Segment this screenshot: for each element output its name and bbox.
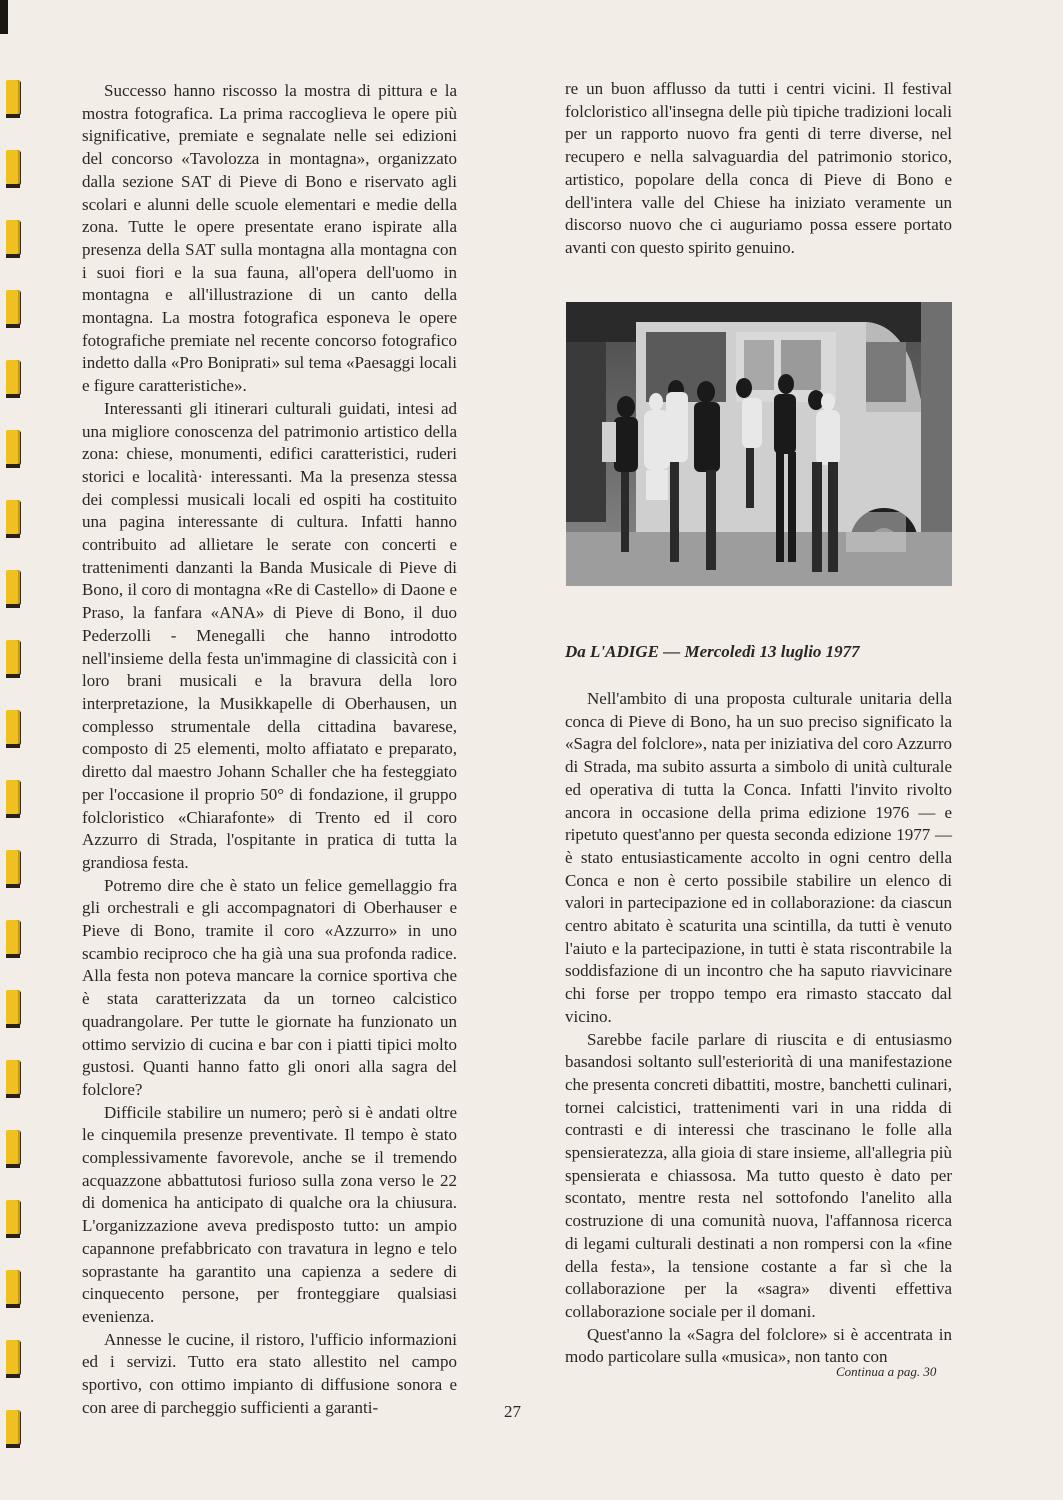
- left-column: [82, 80, 457, 1419]
- binding-tab: [6, 80, 20, 114]
- paragraph: Difficile stabilire un numero; però si è andati oltre le cinquemila presenze preventivate. Il tempo è stato complessivamente favorevole, anche se il tremendo acquazzone abbattutosi furioso sulla zona verso le 22 di domenica ha anticipato di qualche ora la chiusura. L'organizzazione aveva predisposto tutto: un ampio capannone prefabbricato con travatura in legno e telo soprastante ha garantito una capienza a sedere di cinquecento persone, per fronteggiare qualsiasi evenienza.: [82, 1102, 457, 1326]
- paragraph: Annesse le cucine, il ristoro, l'ufficio informazioni ed i servizi. Tutto era stato allestito nel campo sportivo, con ottimo impianto di diffusione sonora e con aree di parcheggio sufficienti a garanti-: [82, 1329, 457, 1417]
- binding-tab: [6, 150, 20, 184]
- paragraph: Nell'ambito di una proposta culturale unitaria della conca di Pieve di Bono, ha un suo preciso significato la «Sagra del folclore», nata per iniziativa del coro Azzurro di Strada, ma subito assurta a simbolo di unità culturale ed operativa di tutta la Conca. Infatti l'invito rivolto ancora in occasione della prima edizione 1976 — e ripetuto quest'anno per questa seconda edizione 1977 — è stato entusiasticamente accolto in ogni centro della Conca e non è certo possibile stabilire un elenco di valori in partecipazione ed in collaborazione: da ciascun centro abitato è scaturita una scintilla, da tutti è venuto l'aiuto e la partecipazione, in tutti è stata riscontrabile la soddisfazione di un incontro che ha saputo riavvicinare chi forse per troppo tempo era rimasto staccato dal vicino.: [565, 689, 952, 1026]
- binding-tab: [6, 220, 20, 254]
- binding-tab: [6, 710, 20, 744]
- right-column-top: [565, 78, 952, 260]
- binding-tab: [6, 430, 20, 464]
- binding-tab: [6, 570, 20, 604]
- paragraph: Successo hanno riscosso la mostra di pittura e la mostra fotografica. La prima raccoglieva le opere più significative, premiate e segnalate nelle sei edizioni del concorso «Tavolozza in montagna», organizzato dalla sezione SAT di Pieve di Bono e riservato agli scolari e alunni delle scuole elementari e medie della zona. Tutte le opere presentate erano ispirate alla presenza della SAT sulla montagna alla montagna con i suoi fiori e la sua fauna, all'opera dell'uomo in montagna e all'illustrazione di un canto della montagna. La mostra fotografica esponeva le opere fotografiche premiate nel recente concorso fotografico indetto dalla «Pro Boniprati» sul tema «Paesaggi locali e figure caratteristiche».: [82, 81, 457, 396]
- binding-tab: [6, 1130, 20, 1164]
- article-headline: Da L'ADIGE — Mercoledì 13 luglio 1977: [565, 642, 860, 661]
- binding-tab: [6, 850, 20, 884]
- photo-illustration: [566, 302, 952, 586]
- binding-tab: [6, 640, 20, 674]
- binding-tab: [6, 920, 20, 954]
- paragraph: re un buon afflusso da tutti i centri vicini. Il festival folcloristico all'insegna delle più tipiche tradizioni locali per un rapporto nuovo fra genti di terre diverse, nel recupero e nella salvaguardia del patrimonio storico, artistico, popolare della conca di Pieve di Bono e dell'intera valle del Chiese ha iniziato veramente un discorso nuovo che ci auguriamo possa essere portato avanti con questo spirito genuino.: [565, 79, 952, 257]
- spiral-binding: [0, 0, 26, 1500]
- continue-note: Continua a pag. 30: [836, 1364, 937, 1379]
- binding-tab: [6, 1200, 20, 1234]
- binding-tab: [6, 290, 20, 324]
- binding-tab: [6, 1060, 20, 1094]
- paragraph: Quest'anno la «Sagra del folclore» si è accentrata in modo particolare sulla «musica», non tanto con: [565, 1324, 952, 1367]
- binding-tab: [6, 1340, 20, 1374]
- event-photo: [566, 302, 952, 586]
- binding-tab: [6, 1270, 20, 1304]
- binding-tab: [6, 780, 20, 814]
- paragraph: Sarebbe facile parlare di riuscita e di entusiasmo basandosi soltanto sull'esteriorità di una manifestazione che presenta concreti dibattiti, mostre, banchetti culinari, tornei calcistici, trattenimenti vari in una ridda di contrasti e di interessi che trascinano le folle alla spensieratezza, alla gioia di stare insieme, all'allegria più spensierata e chiassosa. Ma tutto questo è dato per scontato, mentre resta nel sottofondo l'anelito alla costruzione di una comunità nuova, l'affannosa ricerca di legami culturali destinati a non rompersi con la «fine della festa», la tensione costante a far sì che la collaborazione per la «sagra» diventi effettiva collaborazione sociale per il domani.: [565, 1029, 952, 1321]
- binding-tab: [6, 360, 20, 394]
- binding-tab: [6, 1410, 20, 1444]
- page-number: 27: [504, 1402, 521, 1421]
- binding-tab: [6, 990, 20, 1024]
- binding-tab: [6, 500, 20, 534]
- binding-edge: [0, 0, 8, 34]
- paragraph: Interessanti gli itinerari culturali guidati, intesi ad una migliore conoscenza del patrimonio artistico della zona: chiese, monumenti, edifici caratteristici, ruderi storici e località· interessanti. Ma la presenza stessa dei complessi musicali locali ed ospiti ha costituito una pagina interessante di cultura. Infatti hanno contribuito ad allietare le serate con concerti e trattenimenti danzanti la Banda Musicale di Pieve di Bono, il coro di montagna «Re di Castello» di Daone e Praso, la fanfara «ANA» di Pieve di Bono, il duo Pederzolli - Menegalli che hanno introdotto nell'insieme della festa un'immagine di classicità con i loro brani musicali e la bravura della loro interpretazione, la Musikkapelle di Oberhausen, un complesso strumentale della cittadina bavarese, composto di 25 elementi, molto affiatato e preparato, diretto dal maestro Johann Schaller che ha festeggiato per l'occasione il proprio 50° di fondazione, il gruppo folcloristico «Chiarafonte» di Trento ed il coro Azzurro di Strada, l'ospitante in pratica di tutta la grandiosa festa.: [82, 398, 457, 872]
- right-column-bottom: [565, 688, 952, 1369]
- paragraph: Potremo dire che è stato un felice gemellaggio fra gli orchestrali e gli accompagnatori di Oberhauser e Pieve di Bono, tramite il coro «Azzurro» in uno scambio reciproco che ha già una sua profonda radice. Alla festa non poteva mancare la cornice sportiva che è stata caratterizzata da un torneo calcistico quadrangolare. Per tutte le giornate ha funzionato un ottimo servizio di cucina e bar con i piatti tipici molto gustosi. Quanti hanno fatto gli onori alla sagra del folclore?: [82, 875, 457, 1099]
